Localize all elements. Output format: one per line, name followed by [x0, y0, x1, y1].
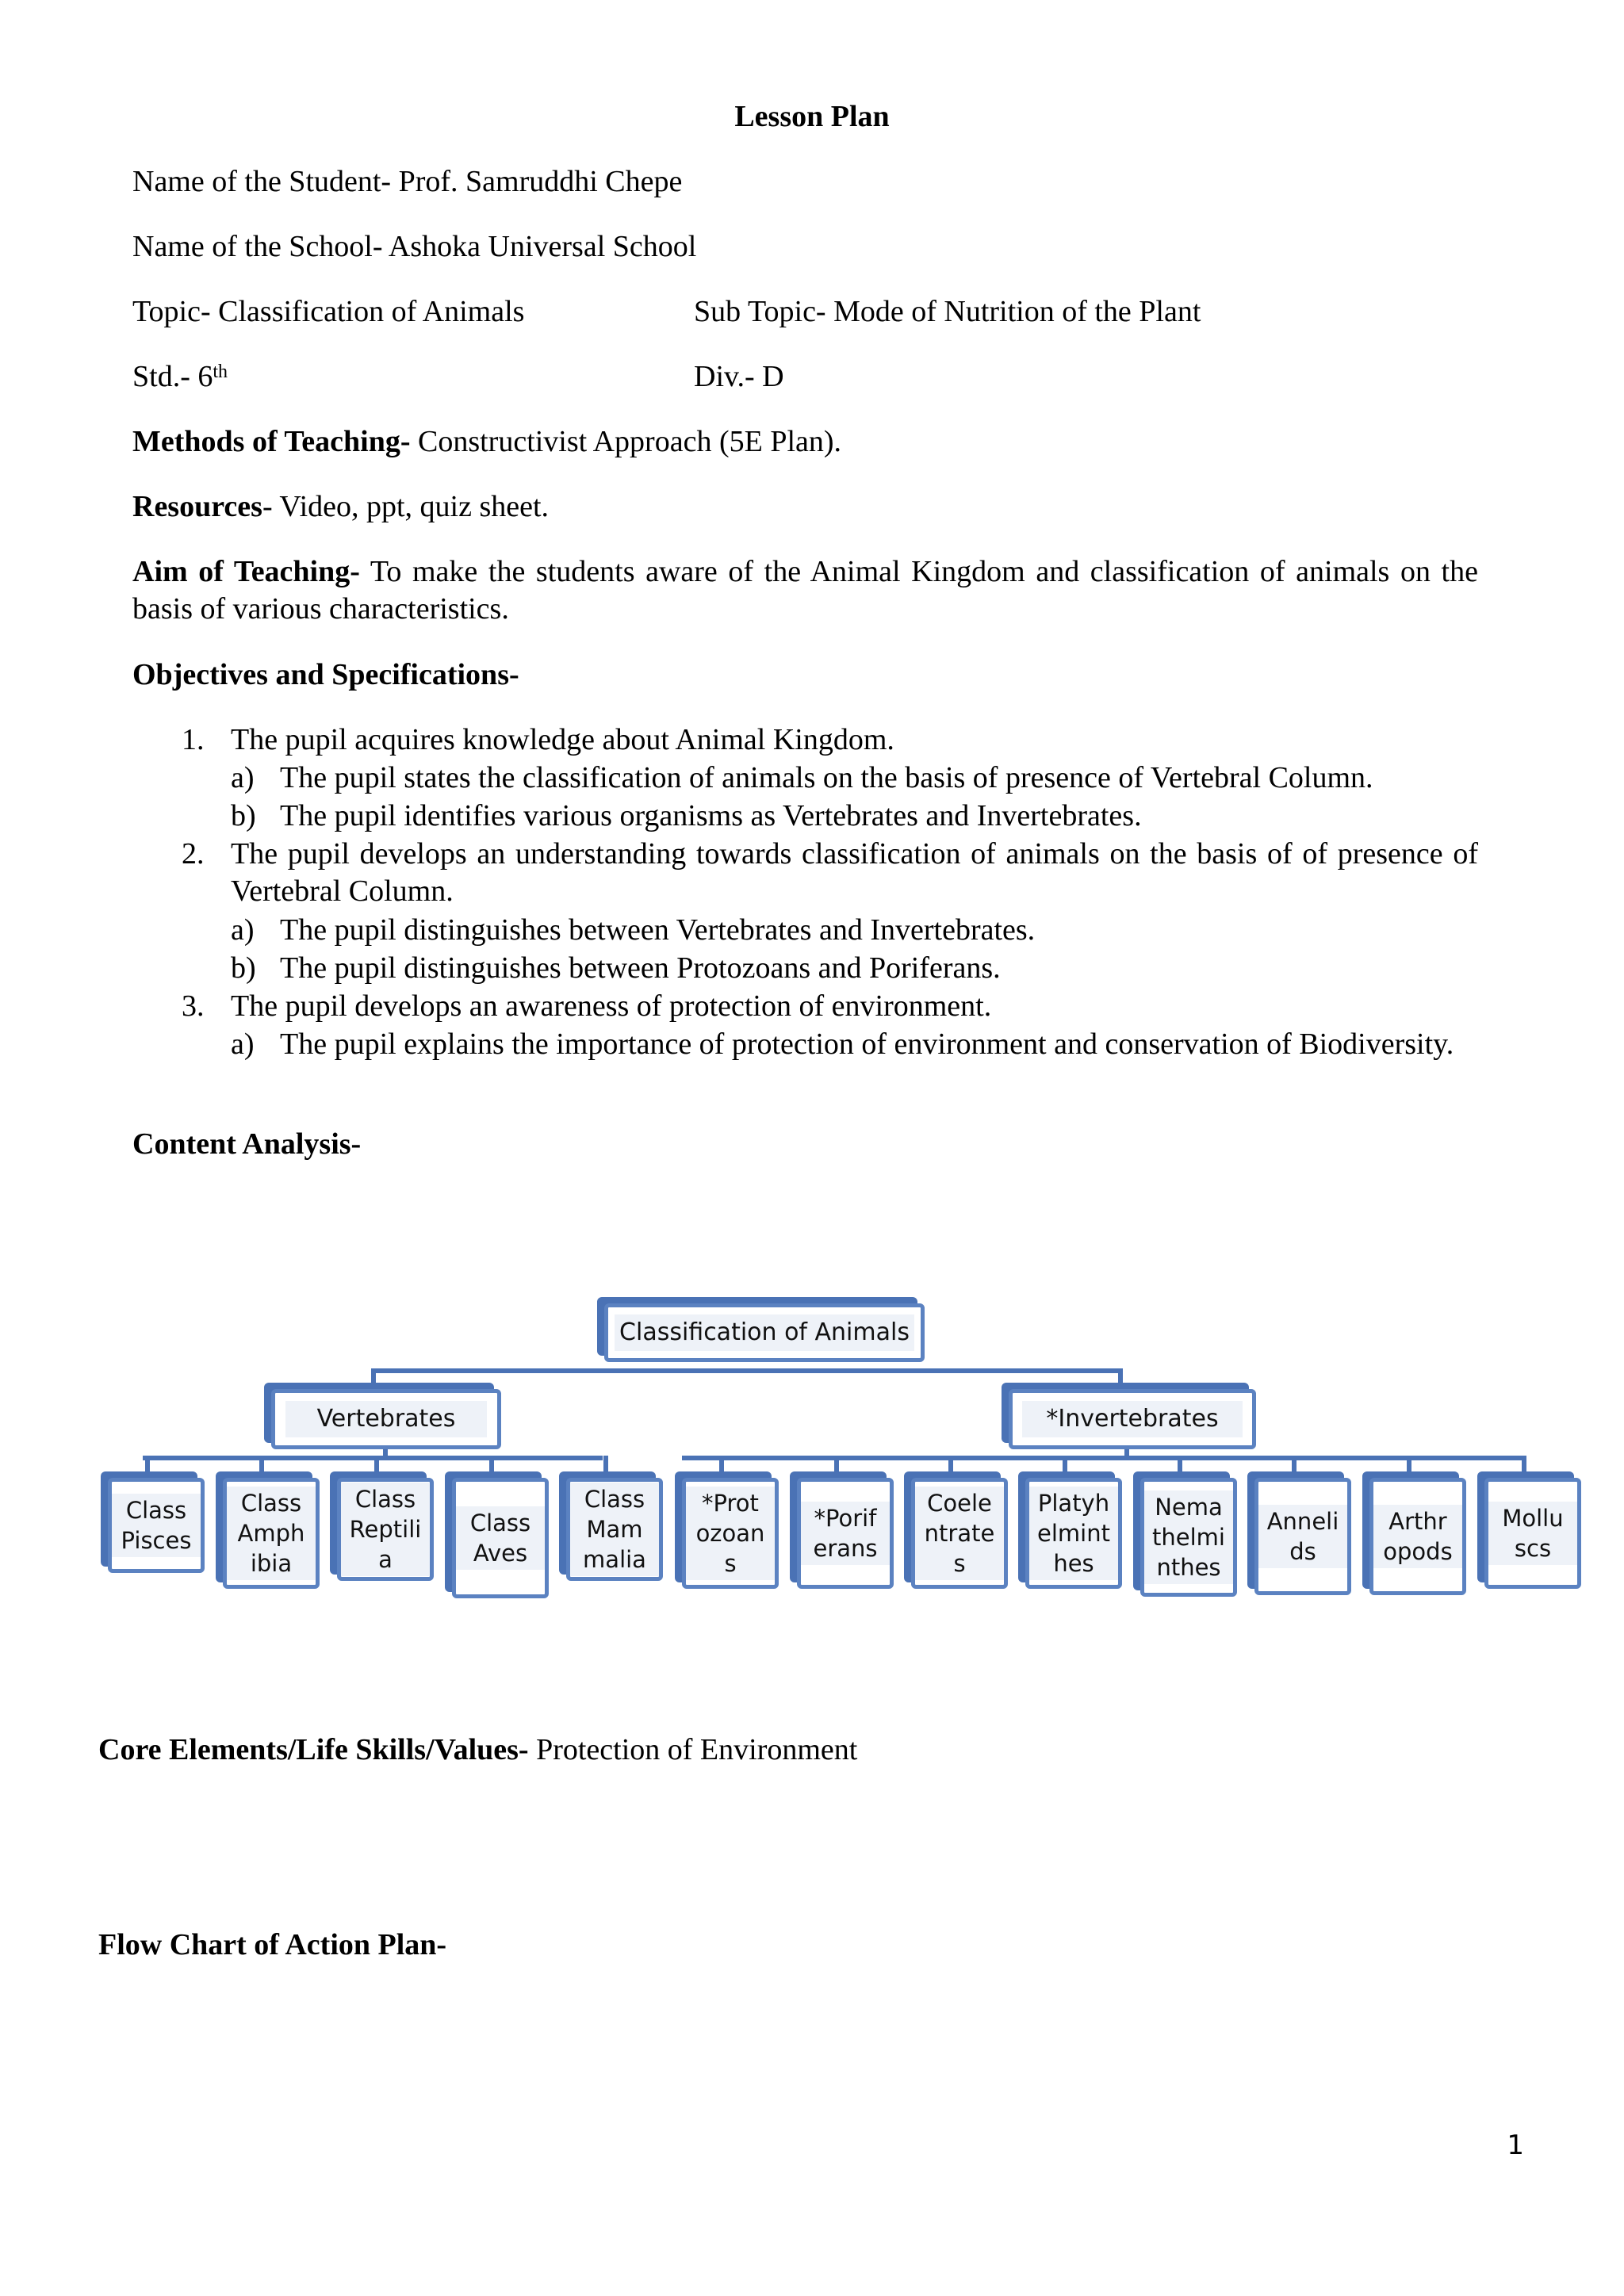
connector-to-vertebrates — [371, 1368, 376, 1391]
standard-suffix: th — [213, 362, 228, 382]
leaf-label: Class Mam malia — [570, 1483, 659, 1576]
connector-leaf — [719, 1456, 724, 1473]
student-name: Name of the Student- Prof. Samruddhi Chepe — [132, 165, 683, 198]
leaf-label: Nema thelmi nthes — [1144, 1490, 1233, 1584]
diagram-root-label: Classification of Animals — [615, 1314, 914, 1351]
objective-sub-mark: b) — [231, 799, 256, 832]
objective-number: 1. — [182, 723, 205, 756]
resources-label: Resources — [132, 490, 262, 523]
leaf-class-pisces — [108, 1478, 205, 1573]
objective-text: The pupil develops an awareness of protection of environment. — [231, 989, 992, 1023]
objective-number: 3. — [182, 989, 205, 1023]
resources — [132, 488, 549, 526]
methods-of-teaching — [132, 423, 841, 461]
leaf-annelids — [1254, 1478, 1351, 1595]
invertebrates-node — [1009, 1389, 1256, 1449]
objective-sub-text: The pupil distinguishes between Protozoans and Poriferans. — [280, 951, 1001, 985]
leaf-class-reptilia — [337, 1478, 434, 1581]
connector-leaf — [948, 1456, 953, 1473]
aim-label: Aim of Teaching- — [132, 555, 360, 588]
leaf-label: Class Aves — [456, 1506, 545, 1570]
connector-leaf — [1407, 1456, 1411, 1473]
connector-leaf — [374, 1456, 379, 1473]
leaf-label: Coele ntrate s — [915, 1487, 1004, 1580]
connector-leaf — [489, 1456, 494, 1473]
page-number: 1 — [1507, 2130, 1524, 2161]
connector-leaf — [1522, 1456, 1526, 1473]
leaf-label: Class Reptili a — [341, 1483, 430, 1576]
school-name: Name of the School- Ashoka Universal School — [132, 230, 697, 263]
resources-value: - Video, ppt, quiz sheet. — [262, 490, 550, 523]
connector-leaf — [603, 1456, 608, 1473]
connector-leaf — [1063, 1456, 1067, 1473]
leaf-label: Arthr opods — [1373, 1505, 1462, 1568]
core-elements — [98, 1732, 857, 1769]
objective-sub-mark: b) — [231, 951, 256, 985]
leaf-label: Anneli ds — [1258, 1505, 1347, 1568]
leaf-protozoans — [682, 1478, 779, 1589]
connector-invertebrates-bar — [682, 1456, 1526, 1460]
connector-leaf — [1178, 1456, 1182, 1473]
connector-leaf — [145, 1456, 150, 1473]
connector-leaf — [259, 1456, 264, 1473]
vertebrates-node — [271, 1389, 501, 1449]
objective-sub-text: The pupil identifies various organisms as Vertebrates and Invertebrates. — [280, 799, 1142, 832]
leaf-class-amphibia — [223, 1478, 320, 1589]
objective-text: The pupil acquires knowledge about Animal Kingdom. — [231, 723, 894, 756]
objective-sub-text: The pupil states the classification of animals on the basis of presence of Vertebral Column. — [280, 761, 1373, 794]
connector-vertebrates-bar — [143, 1456, 603, 1460]
objective-number: 2. — [182, 837, 205, 871]
standard-label: Std.- 6 — [132, 360, 213, 393]
core-label: Core Elements/Life Skills/Values- — [98, 1733, 529, 1766]
connector-leaf — [834, 1456, 839, 1473]
objective-text: The pupil develops an understanding towards classification of animals on the basis of of presence of Vertebral Column. — [231, 837, 1478, 908]
topic: Topic- Classification of Animals — [132, 295, 525, 328]
leaf-arthropods — [1369, 1478, 1466, 1595]
aim-of-teaching — [132, 553, 1478, 628]
leaf-platyhelminthes — [1025, 1478, 1122, 1589]
leaf-label: Mollu scs — [1488, 1502, 1577, 1565]
connector-root-bar — [373, 1368, 1121, 1373]
objective-sub-mark: a) — [231, 761, 255, 794]
leaf-coelentrates — [911, 1478, 1008, 1589]
objectives-heading: Objectives and Specifications- — [132, 658, 519, 691]
leaf-label: Class Pisces — [112, 1494, 201, 1557]
leaf-class-aves — [452, 1478, 549, 1598]
diagram-root-node — [604, 1303, 925, 1362]
objective-sub-mark: a) — [231, 913, 255, 947]
flow-chart-heading: Flow Chart of Action Plan- — [98, 1928, 447, 1961]
connector-to-invertebrates — [1118, 1368, 1123, 1391]
vertebrates-label: Vertebrates — [285, 1401, 488, 1437]
connector-leaf — [1292, 1456, 1297, 1473]
page-title: Lesson Plan — [734, 100, 890, 133]
core-value: Protection of Environment — [528, 1733, 858, 1766]
objective-sub-text: The pupil explains the importance of protection of environment and conservation of Biodiversity. — [280, 1027, 1454, 1061]
methods-label: Methods of Teaching- — [132, 425, 411, 458]
standard — [132, 358, 228, 396]
leaf-class-mammalia — [566, 1478, 663, 1581]
leaf-label: *Prot ozoan s — [686, 1487, 775, 1580]
division: Div.- D — [694, 360, 784, 393]
invertebrates-label: *Invertebrates — [1022, 1401, 1242, 1437]
content-analysis-heading: Content Analysis- — [132, 1127, 362, 1161]
sub-topic: Sub Topic- Mode of Nutrition of the Plant — [694, 295, 1201, 328]
aim-value: To make the students aware of the Animal Kingdom and classification of animals on the basis of various characteristics. — [132, 555, 1478, 626]
leaf-label: Platyh elmint hes — [1029, 1487, 1118, 1580]
leaf-poriferans — [797, 1478, 894, 1589]
leaf-molluscs — [1484, 1478, 1581, 1589]
objective-sub-text: The pupil distinguishes between Vertebrates and Invertebrates. — [280, 913, 1036, 947]
objective-sub-mark: a) — [231, 1027, 255, 1061]
leaf-nemathelminthes — [1140, 1478, 1237, 1597]
leaf-label: Class Amph ibia — [227, 1487, 316, 1580]
leaf-label: *Porif erans — [801, 1502, 890, 1565]
methods-value: Constructivist Approach (5E Plan). — [410, 425, 842, 458]
